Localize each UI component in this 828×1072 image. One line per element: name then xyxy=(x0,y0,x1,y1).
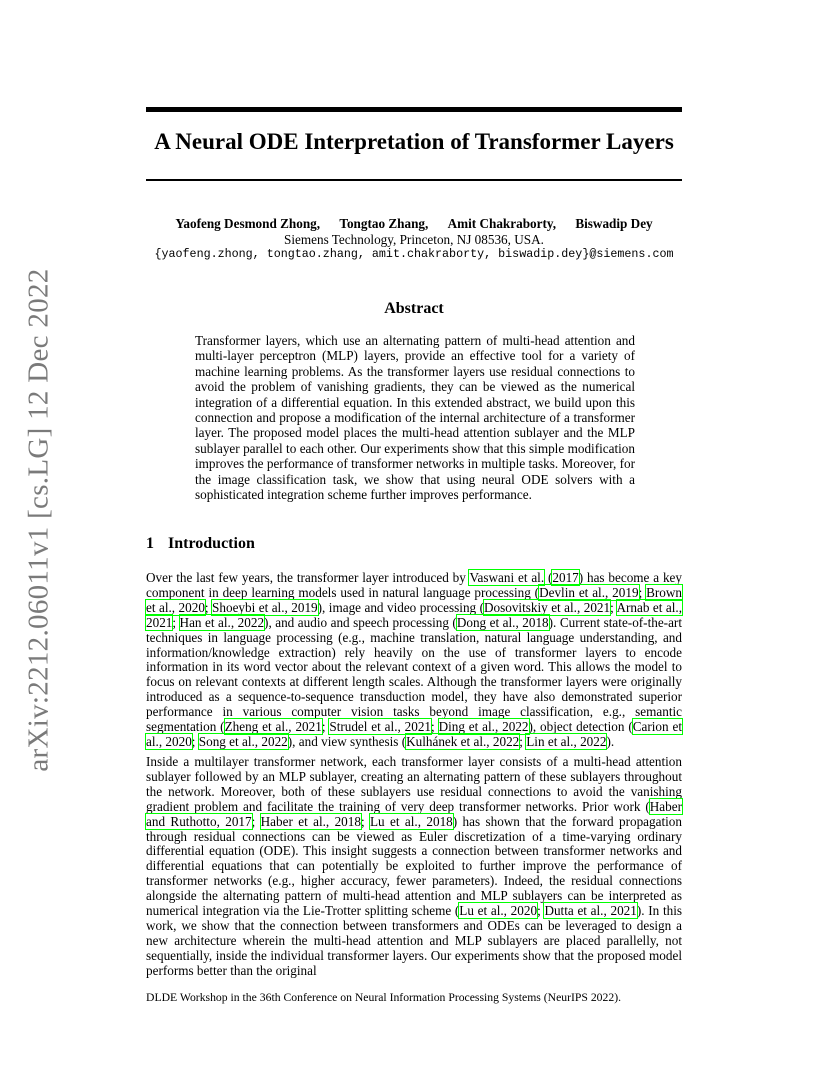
text-run: ), and view synthesis ( xyxy=(287,733,407,749)
citation-link[interactable]: 2017 xyxy=(552,570,579,585)
text-run: ( xyxy=(544,570,553,585)
citation-link[interactable]: Arnab et al., 2021 xyxy=(146,599,682,630)
text-run: ), object detection ( xyxy=(528,719,633,735)
citation-link[interactable]: Strudel et al., 2021 xyxy=(329,719,432,735)
author-name: Amit Chakraborty, xyxy=(447,216,557,231)
citation-link[interactable]: Han et al., 2022 xyxy=(179,614,265,630)
text-run: ). Current state-of-the-art techniques in language processing (e.g., machine translation, natural language understanding, and information/knowledge extraction) rely heavily on the use of transformer layers to encode information in its word vector about the relevant context of a given word. This allows the model to focus on relevant contexts at different length scales. Although the transformer layers were originally introduced as a sequence-to-sequence transduction model, they have also demonstrated superior performance in various computer vision tasks beyond image classification, e.g., semantic segmentation ( xyxy=(146,614,682,735)
text-run: Over the last few years, the transformer layer introduced by xyxy=(146,570,470,585)
section-number: 1 xyxy=(146,535,154,552)
text-run: ; xyxy=(172,614,180,630)
paper-title: A Neural ODE Interpretation of Transformer Layers xyxy=(154,129,674,154)
citation-link[interactable]: Ding et al., 2022 xyxy=(438,719,529,735)
citation-link[interactable]: Haber et al., 2018 xyxy=(260,813,361,829)
text-run: ) has shown that the forward propagation through residual connections can be viewed as Euler discretization of a time-varying ordinary differential equation (ODE). This insight suggests a connection between transformer networks and differential equations that can potentially be exploited to further improve the performance of transformer networks (e.g., higher accuracy, fewer parameters). Indeed, the residual connections alongside the alternating pattern of multi-head attention and MLP sublayers can be interpreted as numerical integration via the Lie-Trotter splitting scheme ( xyxy=(146,813,682,919)
title-bottom-rule xyxy=(146,179,682,181)
author-list xyxy=(146,216,682,232)
conference-footer: DLDE Workshop in the 36th Conference on Neural Information Processing Systems (NeurIPS 2022). xyxy=(146,991,622,1004)
text-run: ). xyxy=(606,733,615,749)
citation-link[interactable]: Dong et al., 2018 xyxy=(456,614,549,630)
affiliation: Siemens Technology, Princeton, NJ 08536, USA. xyxy=(284,232,544,247)
text-run: ; xyxy=(537,903,545,919)
text-run: ; xyxy=(638,584,647,600)
text-run: ; xyxy=(321,719,330,735)
citation-link[interactable]: Lu et al., 2020 xyxy=(459,903,538,919)
author-name: Yaofeng Desmond Zhong, xyxy=(175,216,321,231)
citation-link[interactable]: Lu et al., 2018 xyxy=(370,813,453,829)
abstract-text: Transformer layers, which use an alternating pattern of multi-head attention and multi-layer perceptron (MLP) layers, provide an effective tool for a variety of machine learning problems. As the transformer layers use residual connections to avoid the problem of vanishing gradients, they can be viewed as the numerical integration of a differential equation. In this extended abstract, we build upon this connection and propose a modification of the internal architecture of a transformer layer. The proposed model places the multi-head attention sublayer and the MLP sublayer parallel to each other. Our experiments show that this simple modification improves the performance of transformer networks in multiple tasks. Moreover, for the image classification task, we show that using neural ODE solvers with a sophisticated integration scheme further improves performance. xyxy=(195,333,635,503)
author-name: Tongtao Zhang, xyxy=(339,216,429,231)
text-run: ; xyxy=(191,733,199,749)
text-run: ; xyxy=(431,719,439,735)
text-run: ; xyxy=(204,599,213,615)
citation-link[interactable]: Zheng et al., 2021 xyxy=(224,719,322,735)
text-run: ) has become a key component in deep learning models used in natural language processing ( xyxy=(146,570,682,600)
intro-paragraph-1 xyxy=(146,571,682,750)
text-run: ; xyxy=(610,599,617,615)
title-top-rule xyxy=(146,107,682,112)
author-emails: {yaofeng.zhong, tongtao.zhang, amit.chakraborty, biswadip.dey}@siemens.com xyxy=(154,247,674,261)
citation-link[interactable]: Lin et al., 2022 xyxy=(526,733,607,749)
text-run: ; xyxy=(360,813,370,829)
author-name: Biswadip Dey xyxy=(575,216,653,231)
citation-link[interactable]: Dosovitskiy et al., 2021 xyxy=(483,599,611,615)
citation-link[interactable]: Shoeybi et al., 2019 xyxy=(212,599,318,615)
section-heading xyxy=(146,535,255,553)
text-run: ), image and video processing ( xyxy=(317,599,484,615)
citation-link[interactable]: Vaswani et al. xyxy=(469,570,545,585)
citation-link[interactable]: Devlin et al., 2019 xyxy=(539,584,639,600)
text-run: Inside a multilayer transformer network, each transformer layer consists of a multi-head attention sublayer followed by an MLP sublayer, creating an alternating pattern of these sublayers throughout the network. Moreover, both of these sublayers use residual connections to avoid the vanishing gradient problem and facilitate the training of very deep transformer networks. Prior work ( xyxy=(146,754,682,814)
abstract-heading: Abstract xyxy=(384,300,444,317)
citation-link[interactable]: Haber and Ruthotto, 2017 xyxy=(146,798,682,829)
arxiv-id: arXiv:2212.06011v1 [cs.LG] 12 Dec 2022 xyxy=(22,268,55,772)
section-title: Introduction xyxy=(168,535,255,552)
citation-link[interactable]: Kulhánek et al., 2022 xyxy=(406,733,520,749)
citation-link[interactable]: Dutta et al., 2021 xyxy=(544,903,637,919)
text-run: ). In this work, we show that the connection between transformers and ODEs can be leveraged to design a new architecture wherein the multi-head attention and MLP sublayers are placed parallelly, not sequentially, inside the individual transformer layers. Our experiments show that the proposed model performs better than the original xyxy=(146,903,682,978)
text-run: ; xyxy=(519,733,527,749)
intro-paragraph-2 xyxy=(146,755,682,979)
text-run: ; xyxy=(251,813,261,829)
citation-link[interactable]: Brown et al., 2020 xyxy=(146,584,682,615)
arxiv-sidebar-stamp xyxy=(22,268,56,772)
citation-link[interactable]: Carion et al., 2020 xyxy=(146,719,682,749)
text-run: ), and audio and speech processing ( xyxy=(264,614,457,630)
citation-link[interactable]: Song et al., 2022 xyxy=(198,733,288,749)
